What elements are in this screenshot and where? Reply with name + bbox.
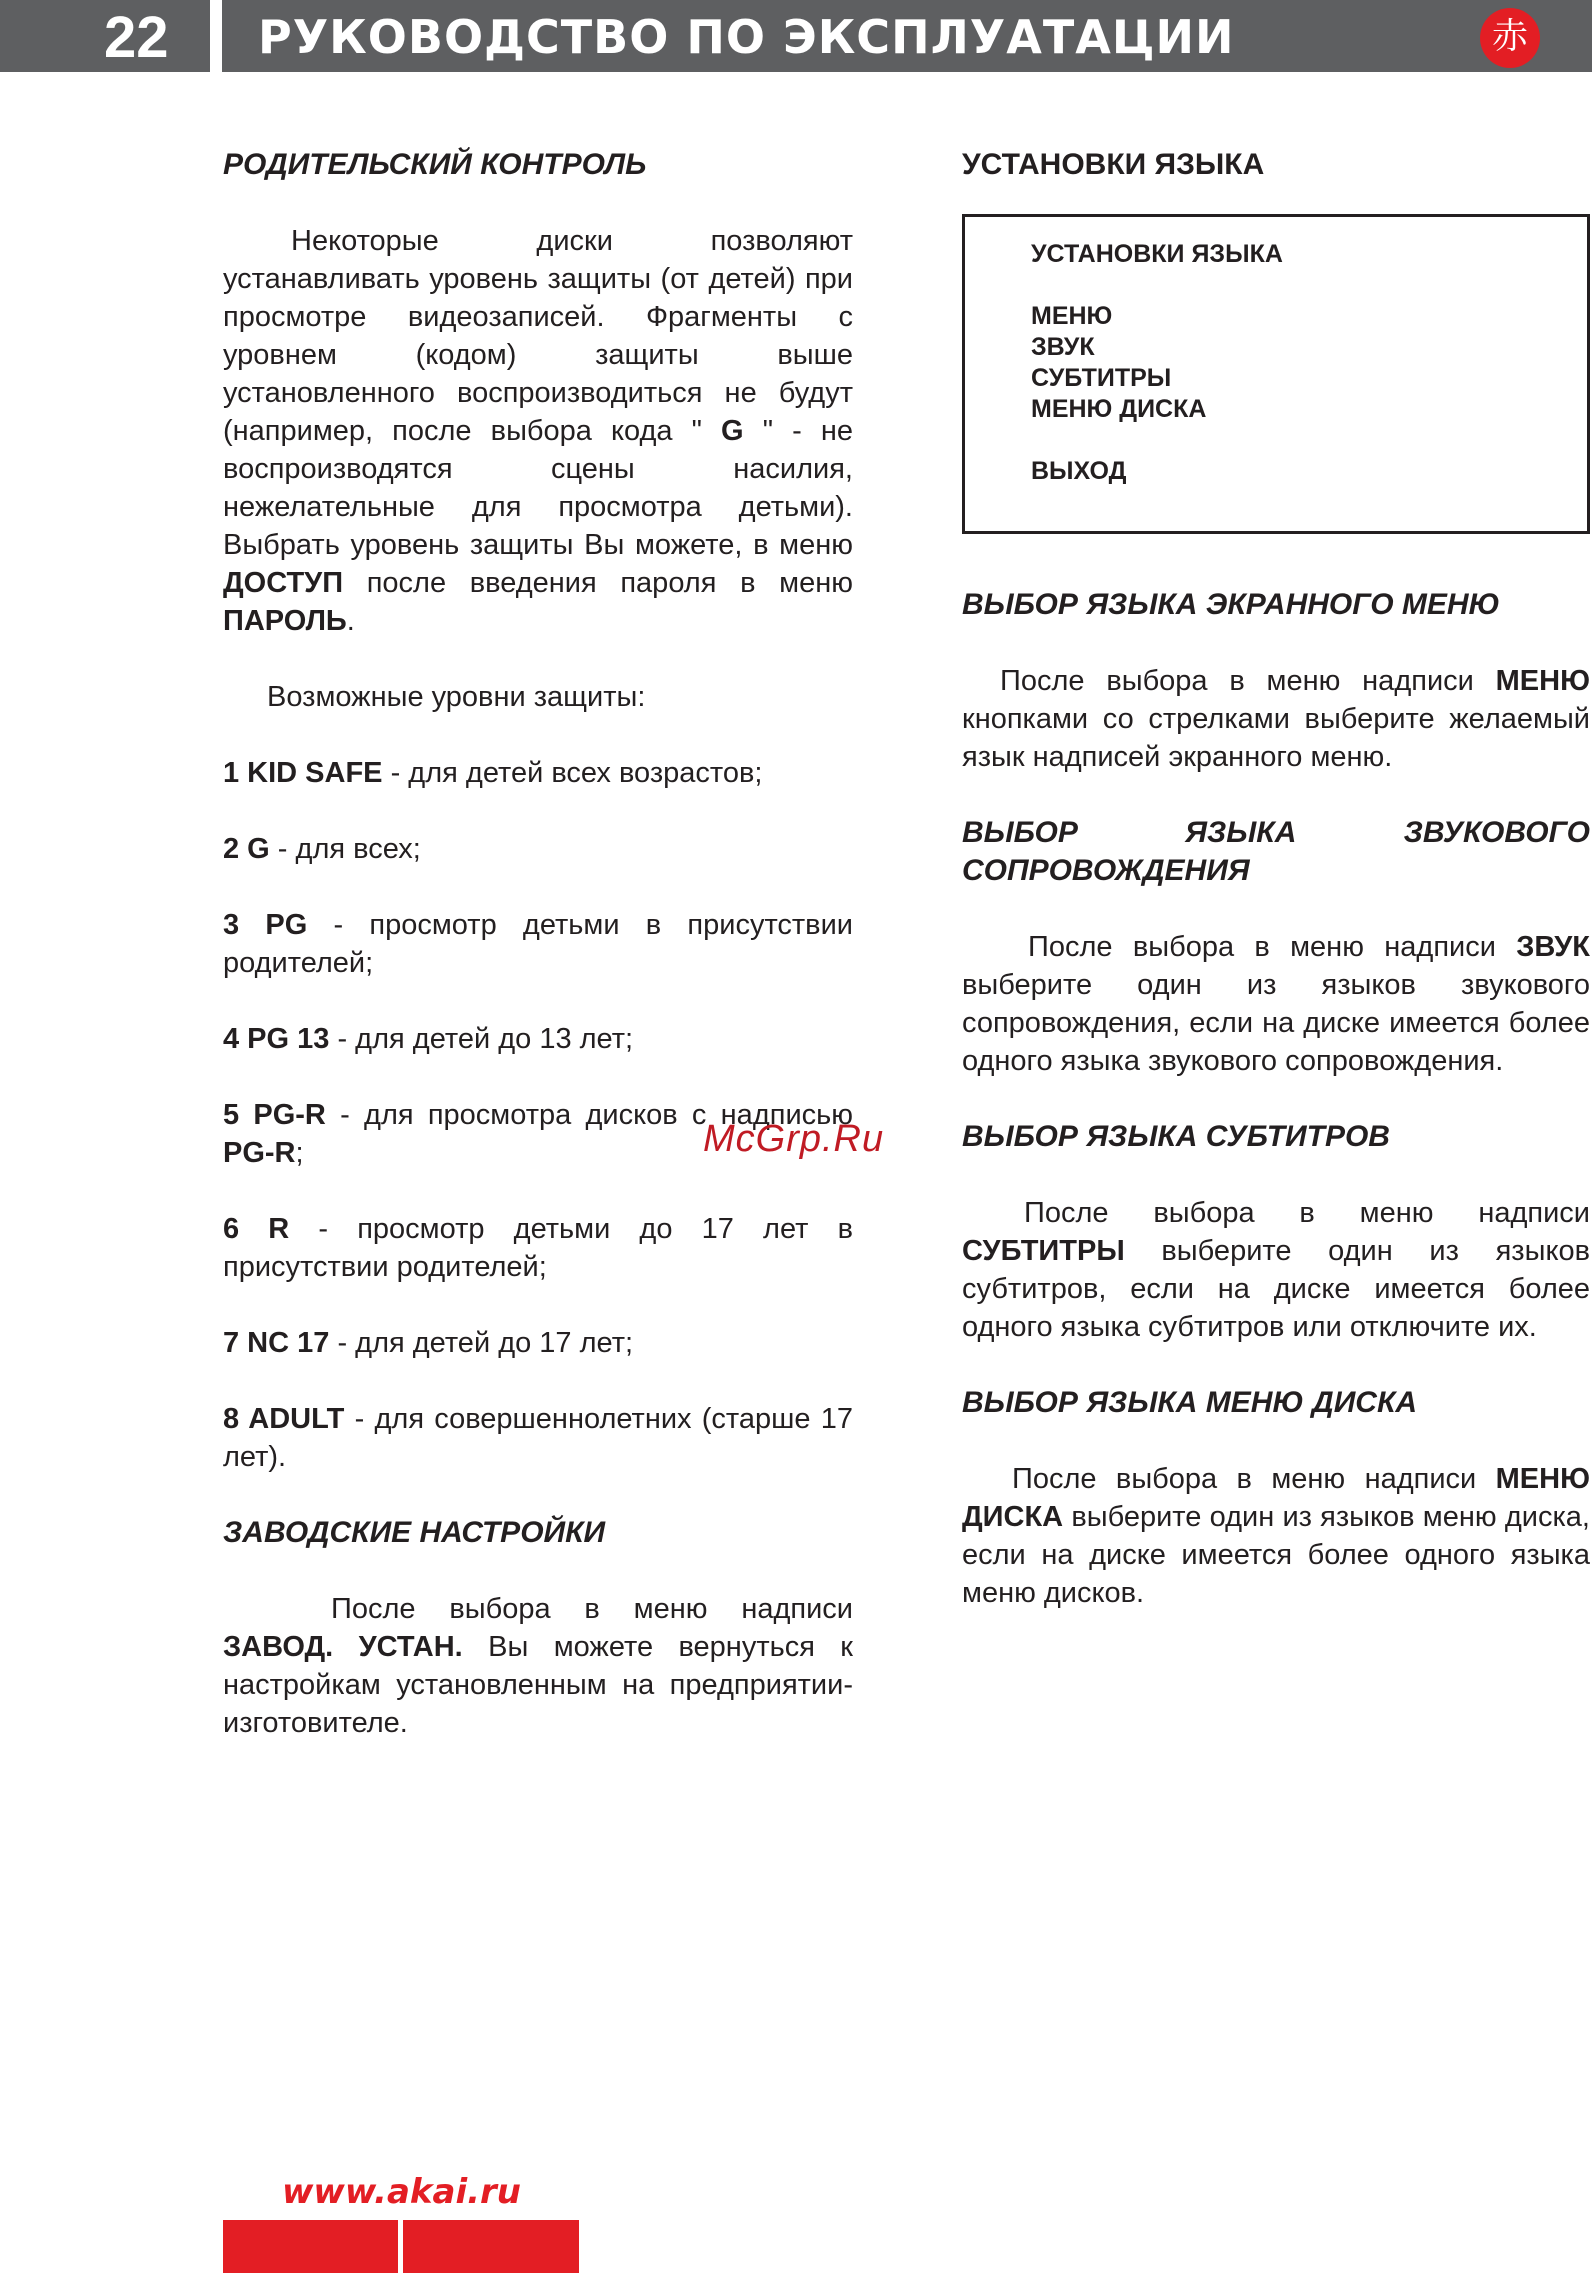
osd-language-heading: ВЫБОР ЯЗЫКА ЭКРАННОГО МЕНЮ — [962, 588, 1500, 621]
left-column — [223, 146, 853, 1742]
disc-menu-language-paragraph: После выбора в меню надписи МЕНЮ ДИСКА выберите один из языков меню диска, если на диске имеется более одного языка меню дисков. — [962, 1463, 1590, 1609]
footer-bar-right — [403, 2220, 579, 2273]
watermark-text: McGrp.Ru — [703, 1118, 885, 1160]
parental-intro-paragraph: Некоторые диски позволяют устанавливать уровень защиты (от детей) при просмотре видеозаписей. Фрагменты с уровнем (кодом) защиты выше установленного воспроизводиться не будут (например, после выбора кода " G " - не воспроизводятся сцены насилия, нежелательные для просмотра детьми). Выбрать уровень защиты Вы можете, в меню ДОСТУП после введения пароля в меню ПАРОЛЬ. — [223, 225, 853, 637]
osd-language-paragraph: После выбора в меню надписи МЕНЮ кнопками со стрелками выберите желаемый язык надписей экранного меню. — [962, 665, 1590, 773]
menu-box-item: СУБТИТРЫ — [1031, 364, 1172, 392]
level-item: 5 PG-R - для просмотра дисков с надписью PG-R; — [223, 1099, 853, 1169]
disc-menu-language-heading: ВЫБОР ЯЗЫКА МЕНЮ ДИСКА — [962, 1386, 1418, 1419]
audio-language-paragraph: После выбора в меню надписи ЗВУК выберите один из языков звукового сопровождения, если на диске имеется более одного языка звукового сопровождения. — [962, 931, 1590, 1077]
header-title: РУКОВОДСТВО ПО ЭКСПЛУАТАЦИИ — [258, 10, 1235, 64]
page-header — [0, 0, 1592, 72]
language-settings-heading: УСТАНОВКИ ЯЗЫКА — [962, 148, 1265, 181]
level-item: 2 G - для всех; — [223, 833, 421, 865]
factory-settings-paragraph: После выбора в меню надписи ЗАВОД. УСТАН. Вы можете вернуться к настройкам установленным на предприятии-изготовителе. — [223, 1593, 853, 1739]
page-number-block — [0, 0, 210, 72]
level-item: 7 NC 17 - для детей до 17 лет; — [223, 1327, 634, 1359]
footer-bar-left — [223, 2220, 398, 2273]
level-item: 6 R - просмотр детьми до 17 лет в присутствии родителей; — [223, 1213, 853, 1283]
page-number: 22 — [104, 5, 169, 70]
subtitle-language-heading: ВЫБОР ЯЗЫКА СУБТИТРОВ — [962, 1120, 1390, 1153]
level-item: 3 PG - просмотр детьми в присутствии родителей; — [223, 909, 853, 979]
menu-box-item: ЗВУК — [1031, 333, 1095, 361]
level-item: 1 KID SAFE - для детей всех возрастов; — [223, 757, 763, 789]
levels-intro: Возможные уровни защиты: — [267, 681, 646, 713]
factory-settings-heading: ЗАВОДСКИЕ НАСТРОЙКИ — [223, 1516, 606, 1549]
language-menu-box — [962, 214, 1590, 534]
menu-box-item: МЕНЮ — [1031, 302, 1113, 330]
subtitle-language-paragraph: После выбора в меню надписи СУБТИТРЫ выберите один из языков субтитров, если на диске имеется более одного языка субтитров или отключите их. — [962, 1197, 1590, 1343]
menu-box-item: МЕНЮ ДИСКА — [1031, 395, 1207, 423]
menu-box-title: УСТАНОВКИ ЯЗЫКА — [1031, 240, 1283, 268]
audio-language-heading: ВЫБОР ЯЗЫКА ЗВУКОВОГО СОПРОВОЖДЕНИЯ — [962, 816, 1590, 887]
level-item: 4 PG 13 - для детей до 13 лет; — [223, 1023, 634, 1055]
menu-box-exit: ВЫХОД — [1031, 457, 1127, 485]
footer-website-link[interactable]: www.akai.ru — [282, 2172, 522, 2212]
right-column — [962, 146, 1590, 1612]
parental-control-heading: РОДИТЕЛЬСКИЙ КОНТРОЛЬ — [223, 148, 647, 181]
level-item: 8 ADULT - для совершеннолетних (старше 17 лет). — [223, 1403, 853, 1473]
brand-logo-icon: 赤 — [1480, 8, 1540, 68]
